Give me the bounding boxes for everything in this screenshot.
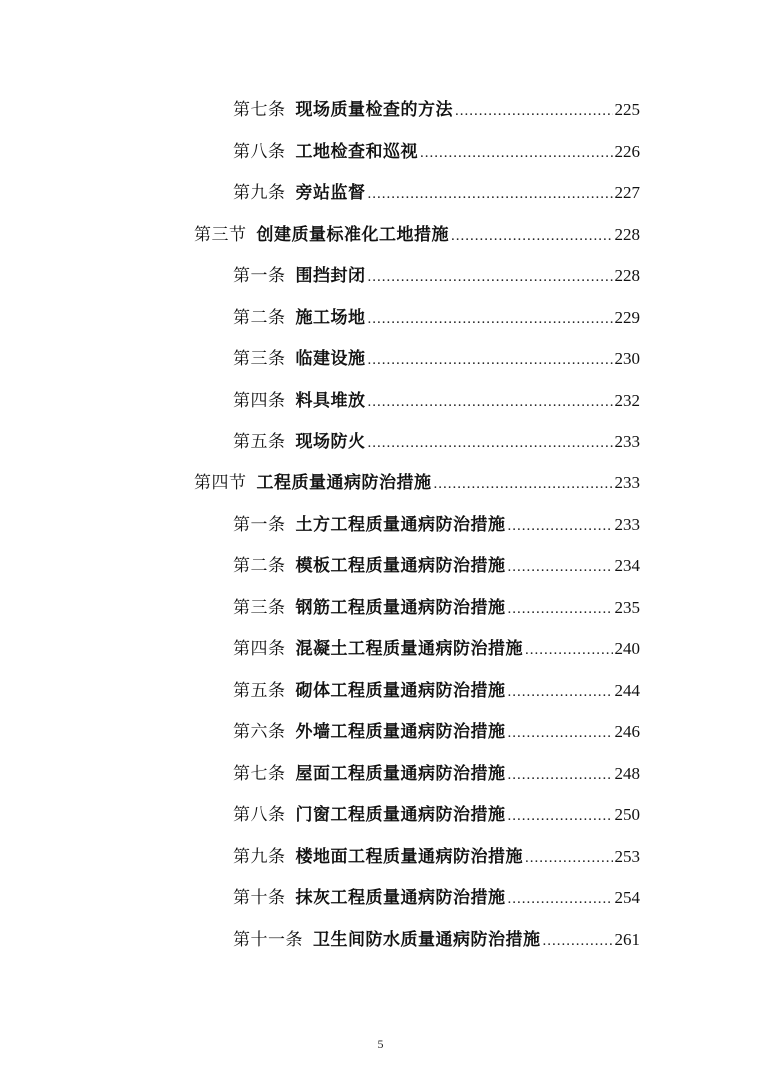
toc-leader-dots [455,96,613,126]
toc-entry-page: 235 [614,598,640,617]
toc-leader-dots [368,179,613,209]
toc-entry-title: 卫生间防水质量通病防治措施 [313,930,541,950]
toc-entry-number: 第七条 [233,764,286,784]
toc-entry-page: 246 [614,722,640,741]
toc-entry[interactable] [233,759,640,789]
toc-leader-dots [368,428,613,458]
toc-leader-dots [508,718,613,748]
toc-leader-dots [420,138,613,168]
toc-section-page: 228 [614,225,640,244]
toc-entry-page: 232 [614,391,640,410]
toc-entry[interactable] [233,634,640,664]
toc-entry-number: 第九条 [233,847,286,867]
toc-entry-title: 料具堆放 [295,391,366,411]
toc-entry[interactable] [233,593,640,623]
toc-entry-title: 外墙工程质量通病防治措施 [295,722,506,742]
toc-entry-title: 屋面工程质量通病防治措施 [295,764,506,784]
toc-entry-title: 楼地面工程质量通病防治措施 [295,847,523,867]
toc-entry[interactable] [233,386,640,416]
toc-entry-title: 施工场地 [295,308,366,328]
toc-entry[interactable] [233,95,640,125]
toc-entry-page: 227 [614,183,640,202]
toc-section-page: 233 [614,473,640,492]
toc-entry-number: 第十一条 [233,930,303,950]
toc-leader-dots [508,677,613,707]
toc-leader-dots [525,635,613,665]
toc-entry-title: 抹灰工程质量通病防治措施 [295,888,506,908]
toc-entry-number: 第六条 [233,722,286,742]
toc-entry-number: 第一条 [233,266,286,286]
toc-entry[interactable] [233,137,640,167]
toc-entry[interactable] [233,676,640,706]
toc-entry-page: 254 [614,888,640,907]
toc-entry-page: 234 [614,556,640,575]
toc-entry-title: 现场防火 [295,432,366,452]
toc-entry-page: 248 [614,764,640,783]
toc-entry-number: 第五条 [233,432,286,452]
toc-entry-number: 第七条 [233,100,286,120]
toc-entry[interactable] [233,717,640,747]
toc-entry-page: 250 [614,805,640,824]
toc-entry-number: 第四条 [233,391,286,411]
toc-section-title: 创建质量标准化工地措施 [256,225,449,245]
toc-entry-title: 门窗工程质量通病防治措施 [295,805,506,825]
toc-entry-title: 钢筋工程质量通病防治措施 [295,598,506,618]
toc-section[interactable] [194,468,640,498]
toc-entry-number: 第八条 [233,142,286,162]
toc-entry-title: 土方工程质量通病防治措施 [295,515,506,535]
toc-entry[interactable] [233,925,640,955]
toc-entry-title: 混凝土工程质量通病防治措施 [295,639,523,659]
toc-entry-page: 253 [614,847,640,866]
toc-entry[interactable] [233,303,640,333]
toc-leader-dots [525,843,613,873]
toc-entry-page: 230 [614,349,640,368]
toc-entry[interactable] [233,800,640,830]
toc-entry-number: 第三条 [233,349,286,369]
toc-entry-number: 第二条 [233,556,286,576]
toc-entry-number: 第九条 [233,183,286,203]
toc-leader-dots [543,926,613,956]
toc-entry-title: 砌体工程质量通病防治措施 [295,681,506,701]
toc-entry-page: 228 [614,266,640,285]
toc-entry-page: 225 [614,100,640,119]
toc-section-title: 工程质量通病防治措施 [256,473,432,493]
toc-leader-dots [508,552,613,582]
toc-entry-number: 第三条 [233,598,286,618]
toc-section-number: 第三节 [194,225,247,245]
toc-leader-dots [434,469,613,499]
toc-leader-dots [451,221,613,251]
toc-entry[interactable] [233,261,640,291]
toc-entry-number: 第五条 [233,681,286,701]
toc-entry[interactable] [233,427,640,457]
toc-entry-page: 240 [614,639,640,658]
toc-section-number: 第四节 [194,473,247,493]
toc-entry[interactable] [233,842,640,872]
toc-leader-dots [508,511,613,541]
toc-leader-dots [368,387,613,417]
toc-entry[interactable] [233,510,640,540]
toc-entry[interactable] [233,344,640,374]
toc-entry-number: 第八条 [233,805,286,825]
toc-entry[interactable] [233,178,640,208]
toc-entry-page: 229 [614,308,640,327]
toc-entry-page: 261 [614,930,640,949]
toc-leader-dots [508,884,613,914]
toc-leader-dots [368,304,613,334]
toc-entry-title: 现场质量检查的方法 [295,100,453,120]
toc-entry-number: 第一条 [233,515,286,535]
toc-entry-page: 226 [614,142,640,161]
toc-entry-title: 模板工程质量通病防治措施 [295,556,506,576]
toc-entry-title: 围挡封闭 [295,266,366,286]
toc-entry[interactable] [233,551,640,581]
toc-entry-page: 233 [614,515,640,534]
toc-leader-dots [368,345,613,375]
toc-entry-title: 工地检查和巡视 [295,142,418,162]
toc-leader-dots [508,594,613,624]
toc-entry[interactable] [233,883,640,913]
toc-entry-page: 233 [614,432,640,451]
toc-leader-dots [508,760,613,790]
toc-entry-title: 临建设施 [295,349,366,369]
page-number: 5 [377,1037,384,1051]
toc-leader-dots [368,262,613,292]
toc-entry-title: 旁站监督 [295,183,366,203]
toc-entry-number: 第十条 [233,888,286,908]
toc-entry-number: 第四条 [233,639,286,659]
toc-leader-dots [508,801,613,831]
toc-entry-page: 244 [614,681,640,700]
toc-section[interactable] [194,220,640,250]
toc-entry-number: 第二条 [233,308,286,328]
